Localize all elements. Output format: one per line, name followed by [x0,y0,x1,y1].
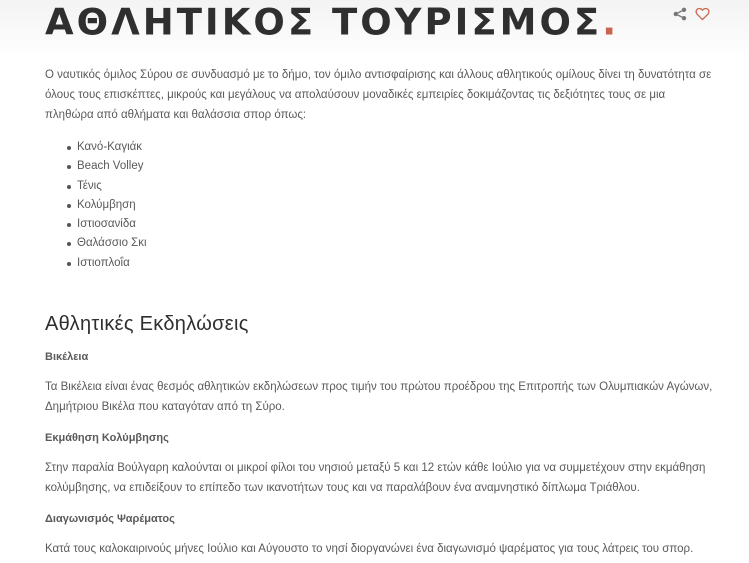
event-description: Τα Βικέλεια είναι ένας θεσμός αθλητικών εκδηλώσεων προς τιμήν του πρώτου προέδρου της Επιτροπής των Ολυμπιακών Αγώνων, Δημήτριου Βικέλα που καταγόταν από τη Σύρο. [45,381,713,414]
page-title [45,0,715,42]
sports-list-item: Θαλάσσιο Σκι [77,234,715,253]
sports-list-item: Τένις [77,177,715,196]
sports-list-item: Beach Volley [77,157,715,176]
heart-icon[interactable] [695,7,711,23]
event-title: Διαγωνισμός Ψαρέματος [45,513,175,526]
event-title: Βικέλεια [45,351,89,364]
event-description: Κατά τους καλοκαιρινούς μήνες Ιούλιο και Αύγουστο το νησί διοργανώνει ένα διαγωνισμό ψαρέματος για τους λάτρεις του σπορ. [45,543,694,556]
event-title: Εκμάθηση Κολύμβησης [45,432,169,445]
page-title-accent-dot: . [602,1,620,44]
sports-list [45,138,715,273]
sports-list-item: Κολύμβηση [77,196,715,215]
sports-list-item: Ιστιοσανίδα [77,215,715,234]
sports-list-item: Ιστιοπλοΐα [77,254,715,273]
page-title-text: ΑΘΛΗΤΙΚΟΣ ΤΟΥΡΙΣΜΟΣ [45,1,603,44]
share-icon[interactable] [673,7,689,23]
article-content [45,0,715,559]
article-actions [673,7,711,23]
sports-list-item: Κανό-Καγιάκ [77,138,715,157]
event-description: Στην παραλία Βούλγαρη καλούνται οι μικροί φίλοι του νησιού μεταξύ 5 και 12 ετών κάθε Ιούλιο για να συμμετέχουν στην εκμάθηση κολύμβησης, να επιδείξουν το επίπεδο των ικανοτήτων τους και να παραλάβουν ένα αναμνηστικό δίπλωμα Τριάθλου. [45,462,706,495]
intro-paragraph: Ο ναυτικός όμιλος Σύρου σε συνδυασμό με το δήμο, τον όμιλο αντισφαίρισης και άλλους αθλητικούς ομίλους δίνει τη δυνατότητα σε όλους τους επισκέπτες, μικρούς και μεγάλους να απολαύσουν μοναδικές εμπειρίες δοκιμάζοντας τις δεξιότητες τους σε μια πληθώρα από αθλήματα και θαλάσσια σπορ όπως: [45,69,712,121]
events-heading: Αθλητικές Εκδηλώσεις [45,313,249,336]
